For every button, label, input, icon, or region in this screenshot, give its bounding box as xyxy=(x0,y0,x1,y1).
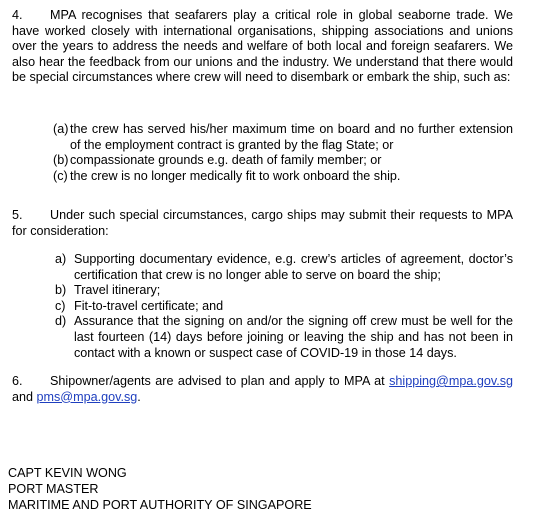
list-item-text: compassionate grounds e.g. death of family member; or xyxy=(70,153,382,168)
paragraph-6 xyxy=(12,374,513,405)
list-item xyxy=(53,122,513,153)
list-item xyxy=(55,314,513,361)
paragraph-5-number: 5. xyxy=(12,208,23,222)
list-item xyxy=(55,252,513,283)
list-item xyxy=(55,283,513,299)
shipping-email-link[interactable]: shipping@mpa.gov.sg xyxy=(389,374,513,388)
circumstances-list xyxy=(53,122,513,184)
list-item-marker: (a) xyxy=(53,122,69,136)
paragraph-4-text: MPA recognises that seafarers play a critical role in global seaborne trade. We have worked closely with international organisations, shipping associations and unions over the years to address the needs and welfare of both local and foreign seafarers. We also hear the feedback from our unions and the industry. We understand that there would be special circumstances where crew will need to disembark or embark the ship, such as: xyxy=(12,8,513,85)
paragraph-4 xyxy=(12,8,513,86)
paragraph-6-joiner: and xyxy=(12,389,34,404)
paragraph-5-text: Under such special circumstances, cargo ships may submit their requests to MPA for consideration: xyxy=(12,208,513,238)
list-item xyxy=(53,153,513,169)
list-item-text: Supporting documentary evidence, e.g. crew’s articles of agreement, doctor’s certification that crew is no longer able to serve on board the ship; xyxy=(74,252,513,282)
list-item-marker: a) xyxy=(55,252,67,266)
list-item-text: Assurance that the signing on and/or the signing off crew must be well for the last fourteen (14) days before joining or leaving the ship and has not been in contact with a known or suspect case of COVID-19 in those 14 days. xyxy=(74,314,513,360)
paragraph-6-text: Shipowner/agents are advised to plan and apply to MPA at xyxy=(50,374,385,388)
list-item-marker: c) xyxy=(55,298,66,313)
list-item-marker: b) xyxy=(55,283,67,298)
pms-email-link[interactable]: pms@mpa.gov.sg xyxy=(36,389,138,404)
paragraph-4-number: 4. xyxy=(12,8,23,22)
list-item xyxy=(53,169,513,185)
paragraph-6-end: . xyxy=(137,389,141,404)
list-item-marker: (c) xyxy=(53,168,68,183)
list-item-text: the crew is no longer medically fit to work onboard the ship. xyxy=(70,168,401,183)
paragraph-6-number: 6. xyxy=(12,374,23,388)
signatory-name: CAPT KEVIN WONG xyxy=(8,466,127,480)
list-item-text: the crew has served his/her maximum time on board and no further extension of the employment contract is granted by the flag State; or xyxy=(70,122,513,152)
list-item xyxy=(55,299,513,315)
list-item-text: Fit-to-travel certificate; and xyxy=(74,298,224,313)
requirements-list xyxy=(55,252,513,361)
list-item-marker: d) xyxy=(55,314,67,329)
list-item-text: Travel itinerary; xyxy=(74,283,161,298)
signatory-organisation: MARITIME AND PORT AUTHORITY OF SINGAPORE xyxy=(8,498,312,512)
paragraph-5 xyxy=(12,208,513,239)
list-item-marker: (b) xyxy=(53,153,69,168)
signatory-title: PORT MASTER xyxy=(8,482,99,496)
